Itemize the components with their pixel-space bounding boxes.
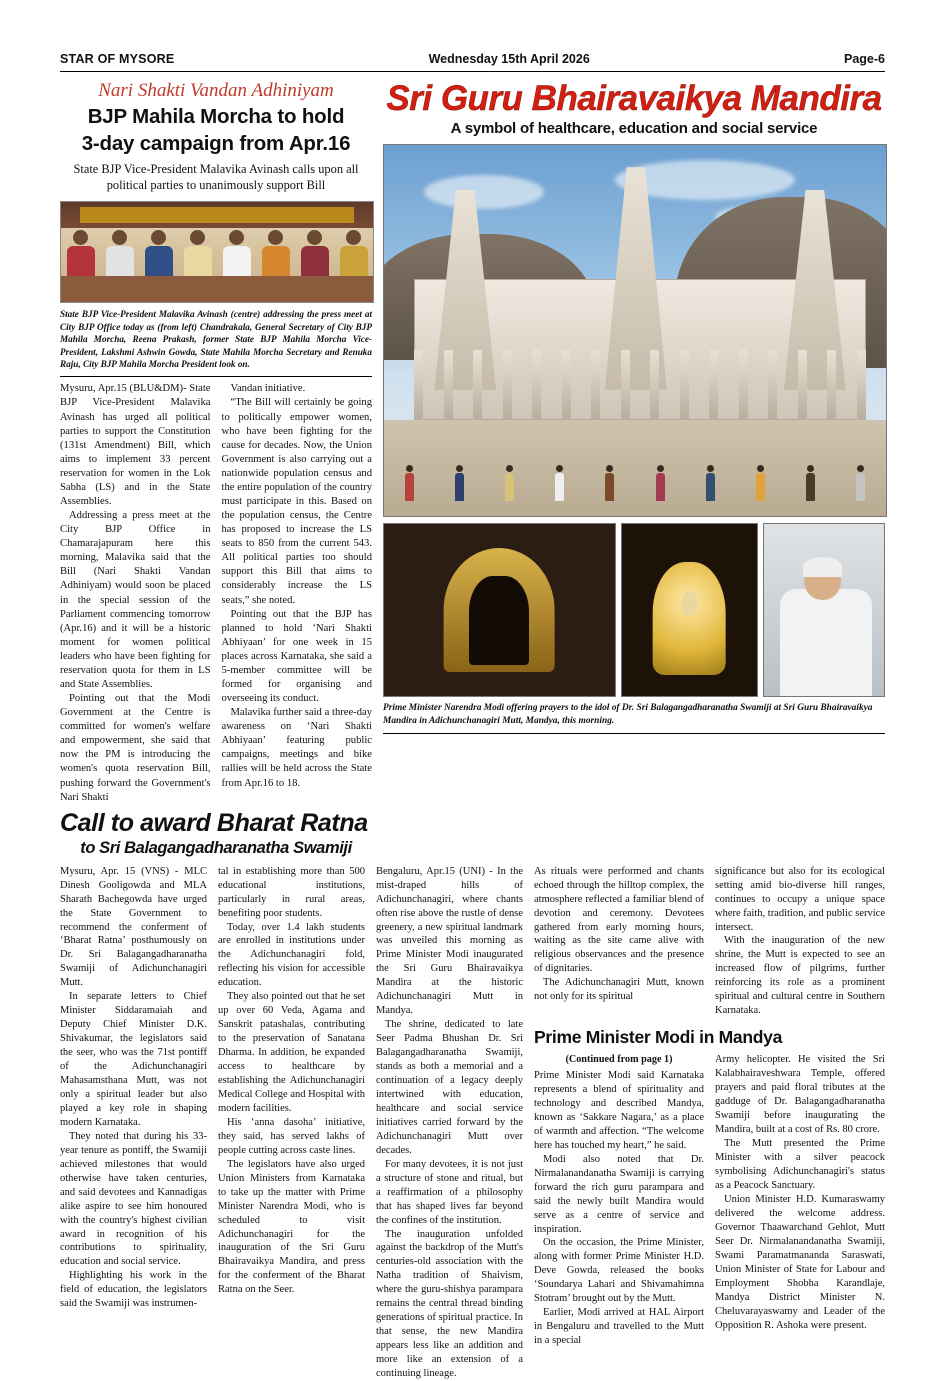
paper-name: STAR OF MYSORE [60, 52, 175, 66]
photo-strip [383, 523, 885, 697]
masthead [60, 52, 885, 72]
left-column [60, 81, 372, 805]
paragraph: Prime Minister Modi said Karnataka represents a blend of spirituality and technology and described Mandya, known as ‘Sakkare Nagara,’ as a place of warmth and affection. “The welcome here has touched my heart,” he said. [534, 1070, 704, 1151]
photo-person [66, 230, 96, 280]
paragraph: Army helicopter. He visited the Sri Kalabhairaveshwara Temple, offered prayers and paid floral tributes at the gadduge of Dr. Balagangadharanatha Swamiji before inaugurating the Mandira, built at a cost of Rs. 80 crore. [715, 1054, 885, 1136]
divider [60, 376, 372, 377]
top-section [60, 81, 885, 805]
photo-people-row [61, 226, 373, 280]
photo-person [261, 230, 291, 280]
story2-column-1 [60, 865, 207, 1381]
paragraph: Union Minister H.D. Kumaraswamy delivered the welcome address. Governor Thaawarchand Gehlot, Mutt Seer Dr. Nirmalanandanatha Swamiji, Swami Paramatmananda Saraswati, Union Minister of State for Labour and Employment Shobha Karandlaje, Mandya District Minister N. Cheluvarayaswamy and Leader of the Opposition R. Ashoka were present. [715, 1194, 885, 1331]
photo-table [61, 276, 373, 302]
idol-face [681, 591, 697, 616]
photo-person [300, 230, 330, 280]
paragraph: “The Bill will certainly be going to politically empower women, who have been fighting for the cause for decades. Now, the Union Government is also carrying out a nationwide population census and the entire population of the country must participate in this. Based on the population census, the Centre has proposed to increase the LS seats to 850 from the current 543. All political parties too should support this Bill that aims to considerably increase the LS seats,” she noted. [221, 397, 372, 606]
shrine-interior-photo [383, 523, 616, 697]
paragraph: On the occasion, the Prime Minister, along with former Prime Minister H.D. Deve Gowda, released the books ‘Soundarya Lahari and Shivamahimna Stotram’ brought out by the Mutt. [534, 1237, 704, 1305]
pm-figure [780, 589, 872, 696]
pm-column-1 [534, 1053, 704, 1348]
story1-kicker: Nari Shakti Vandan Adhiniyam [98, 80, 334, 101]
story2-column-2 [218, 865, 365, 1381]
paragraph: For many devotees, it is not just a structure of stone and ritual, but a reaffirmation of a philosophy that has shaped lives far beyond the confines of the institution. [376, 1158, 523, 1226]
issue-date: Wednesday 15th April 2026 [428, 52, 590, 66]
paragraph: In separate letters to Chief Minister Siddaramaiah and Deputy Chief Minister D.K. Shivakumar, the legislators said the seer, who was the 71st pontiff of the Adichunchanagiri Mahasamsthana Mutt, was not only a spiritual leader but also played a key role in shaping modern Karnataka. [60, 991, 207, 1128]
story1-body [60, 382, 372, 804]
paragraph: The inauguration unfolded against the backdrop of the Mutt's centuries-old association with the Natha tradition of Shaivism, where the guru-shishya parampara remains the central thread binding generations of spiritual practice. In that sense, the new Mandira appears less like an addition and more like an extension of a continuing lineage. [376, 1228, 523, 1380]
feature-column-2 [534, 865, 704, 1018]
story1-photo-caption: State BJP Vice-President Malavika Avinash (centre) addressing the press meet at City BJP Office today as (from left) Chandrakala, General Secretary of City BJP Mahila Morcha, Reena Prakash, former State BJP Mahila Morcha Vice-President, Lakshmi Ashwin Gowda, State Mahila Morcha Secretary and Renuka Raju, City BJP Mahila Morcha President look on. [60, 309, 372, 369]
story2-headline-line2: to Sri Balagangadharanatha Swamiji [80, 838, 352, 857]
photo-person [339, 230, 369, 280]
paragraph: Bengaluru, Apr.15 (UNI) - In the mist-draped hills of Adichunchanagiri, where chants often rise above the rustle of dense greenery, a new spiritual landmark was unveiled this morning as Prime Minister Modi inaugurated the Sri Guru Bhairavaikya Mandira at the historic Adichunchanagiri Mutt in Mandya. [376, 865, 523, 1017]
paragraph: Mysuru, Apr. 15 (VNS) - MLC Dinesh Gooligowda and MLA Sharath Bachegowda have urged the State Government to recommend the conferment of ‘Bharat Ratna’ posthumously on Dr. Sri Balagangadharanatha Swamiji of Adichunchanagiri Mutt. [60, 865, 207, 989]
paragraph: As rituals were performed and chants echoed through the hilltop complex, the atmosphere reflected a familiar blend of devotion and ceremony. Devotees gathered from early morning hours, waiting as the site came alive with religious observances and the presence of dignitaries. [534, 865, 704, 975]
photo-person [183, 230, 213, 280]
idol [653, 562, 726, 676]
paragraph: Modi also noted that Dr. Nirmalanandanatha Swamiji is carrying forward the rich guru parampara and said the newly built Mandira would serve as a centre of service and inspiration. [534, 1153, 704, 1235]
paragraph: They also pointed out that he set up over 60 Veda, Agama and Sanskrit patashalas, contributing to the preservation of Sanatana Dharma. In addition, he expanded access to healthcare by establishing the Adichunchanagiri Medical College and Hospital with modern facilities. [218, 991, 365, 1114]
feature-column [383, 81, 885, 805]
paragraph: Today, over 1.4 lakh students are enrolled in institutions under the Adichunchanagiri fold, reflecting his vision for accessible education. [218, 921, 365, 989]
continued-note: (Continued from page 1) [565, 1054, 673, 1066]
paragraph: His ‘anna dasoha’ initiative, they said, has served lakhs of people cutting across caste lines. [218, 1116, 365, 1156]
paragraph: Earlier, Modi arrived at HAL Airport in Bengaluru and travelled to the Mutt in a special [534, 1307, 704, 1347]
feature-pm-columns [534, 865, 885, 1381]
pm-story-headline: Prime Minister Modi in Mandya [534, 1027, 783, 1048]
paragraph: The shrine, dedicated to late Seer Padma Bhushan Dr. Sri Balagangadharanatha Swamiji, stands as both a memorial and a continuation of a legacy deeply intertwined with education, healthcare and social service initiatives carried forward by the Adichunchanagiri Mutt over decades. [376, 1019, 523, 1156]
paragraph: significance but also for its ecological setting amid bio-diverse hill ranges, continues to occupy a unique space where faith, tradition, and public service intersect. [715, 865, 885, 933]
pm-column-2 [715, 1053, 885, 1348]
paragraph: Mysuru, Apr.15 (BLU&DM)- State BJP Vice-President Malavika Avinash has urged all political parties to support the Constitution (131st Amendment) Bill, which aims to implement 33 percent reservation for women in the Lok Sabha (LS) and in the State Assemblies. [60, 383, 211, 507]
feature-column-1 [376, 865, 523, 1381]
pm-hair [803, 557, 842, 578]
paragraph: They noted that during his 33-year tenure as pontiff, the Swamiji achieved milestones that would otherwise have taken centuries, and said devotees and Kannadigas alike aspire to see him honoured with the country's highest civilian award in recognition of his contributions to spirituality, education and social service. [60, 1130, 207, 1268]
paragraph: With the inauguration of the new shrine, the Mutt is expected to see an increased flow of pilgrims, further reinforcing its role as a prominent spiritual and cultural centre in Southern Karnataka. [715, 935, 885, 1017]
paragraph: Highlighting his work in the field of education, the legislators said the Swamiji was instrumen- [60, 1270, 207, 1310]
press-meet-photo [60, 201, 374, 303]
sanctum [469, 576, 529, 665]
lower-section [60, 865, 885, 1381]
paragraph: The legislators have also urged Union Ministers from Karnataka to take up the matter with Prime Minister Narendra Modi, who is scheduled to visit Adichunchanagiri for the inauguration of the Sri Guru Bhairavaikya Mandira, and press for the conferment of the Bharat Ratna on the Seer. [218, 1158, 365, 1296]
feature-photo-caption: Prime Minister Narendra Modi offering prayers to the idol of Dr. Sri Balagangadharanatha Swamiji at Sri Guru Bhairavaikya Mandira in Adichunchanagiri Mutt, Mandya, this morning. [383, 703, 873, 726]
story2-headline [60, 809, 372, 858]
paragraph: Pointing out that the BJP has planned to hold ‘Nari Shakti Abhiyaan’ for one week in 15 places across Karnataka, she said a 5-member committee will be formed for organising and overseeing its conduct. [221, 608, 372, 705]
feature-subtitle: A symbol of healthcare, education and social service [450, 120, 818, 137]
story1-headline-line1: BJP Mahila Morcha to hold [87, 104, 345, 128]
pillar-row [414, 350, 866, 420]
paragraph: The Adichunchanagiri Mutt, known not only for its spiritual [534, 977, 704, 1003]
paragraph: Malavika further said a three-day awareness on ‘Nari Shakti Abhiyaan’ featuring public campaigns, meetings and bike rallies will be held across the State from Apr.16 to 18. [221, 707, 372, 789]
paragraph: Addressing a press meet at the City BJP Office in Chamarajapuram here this morning, Malavika said that the Bill (Nari Shakti Vandan Adhiniyam) would soon be placed in the special session of the Parliament commencing tomorrow (Apr.16) and it will be a historic moment for women political leaders who have been fighting for reservation quota for them in LS and State Assemblies. [60, 510, 211, 691]
paragraph: tal in establishing more than 500 educational institutions, particularly in rural areas, benefiting poor students. [218, 865, 365, 919]
feature-top-two-columns [534, 865, 885, 1018]
photo-person [144, 230, 174, 280]
paragraph: The Mutt presented the Prime Minister with a silver peacock symbolising Adichunchanagiri's status as a Peacock Sanctuary. [715, 1138, 885, 1192]
story1-subheadline: State BJP Vice-President Malavika Avinash calls upon all political parties to unanimously support Bill [73, 162, 359, 192]
divider [383, 733, 885, 734]
page-number: Page-6 [843, 52, 885, 66]
photo-banner [80, 207, 355, 223]
photo-person [222, 230, 252, 280]
story1-headline-line2: 3-day campaign from Apr.16 [81, 132, 351, 156]
feature-column-3 [715, 865, 885, 1018]
photo-person [105, 230, 135, 280]
temple-photo [383, 144, 887, 517]
feature-title: Sri Guru Bhairavaikya Mandira [386, 79, 882, 118]
story2-headline-line1: Call to award Bharat Ratna [60, 808, 368, 837]
cloud [424, 175, 544, 209]
paragraph: Vandan initiative. [230, 383, 306, 395]
paragraph: Pointing out that the Modi Government at the Centre is committed for women's welfare and empowerment, she said that now the PM is introducing the women's quota reservation Bill, pushing forward the Government's Nari Shakti [60, 693, 211, 803]
pm-story-body [534, 1053, 885, 1348]
pm-photo [763, 523, 885, 697]
idol-photo [621, 523, 758, 697]
devotees [384, 455, 886, 501]
